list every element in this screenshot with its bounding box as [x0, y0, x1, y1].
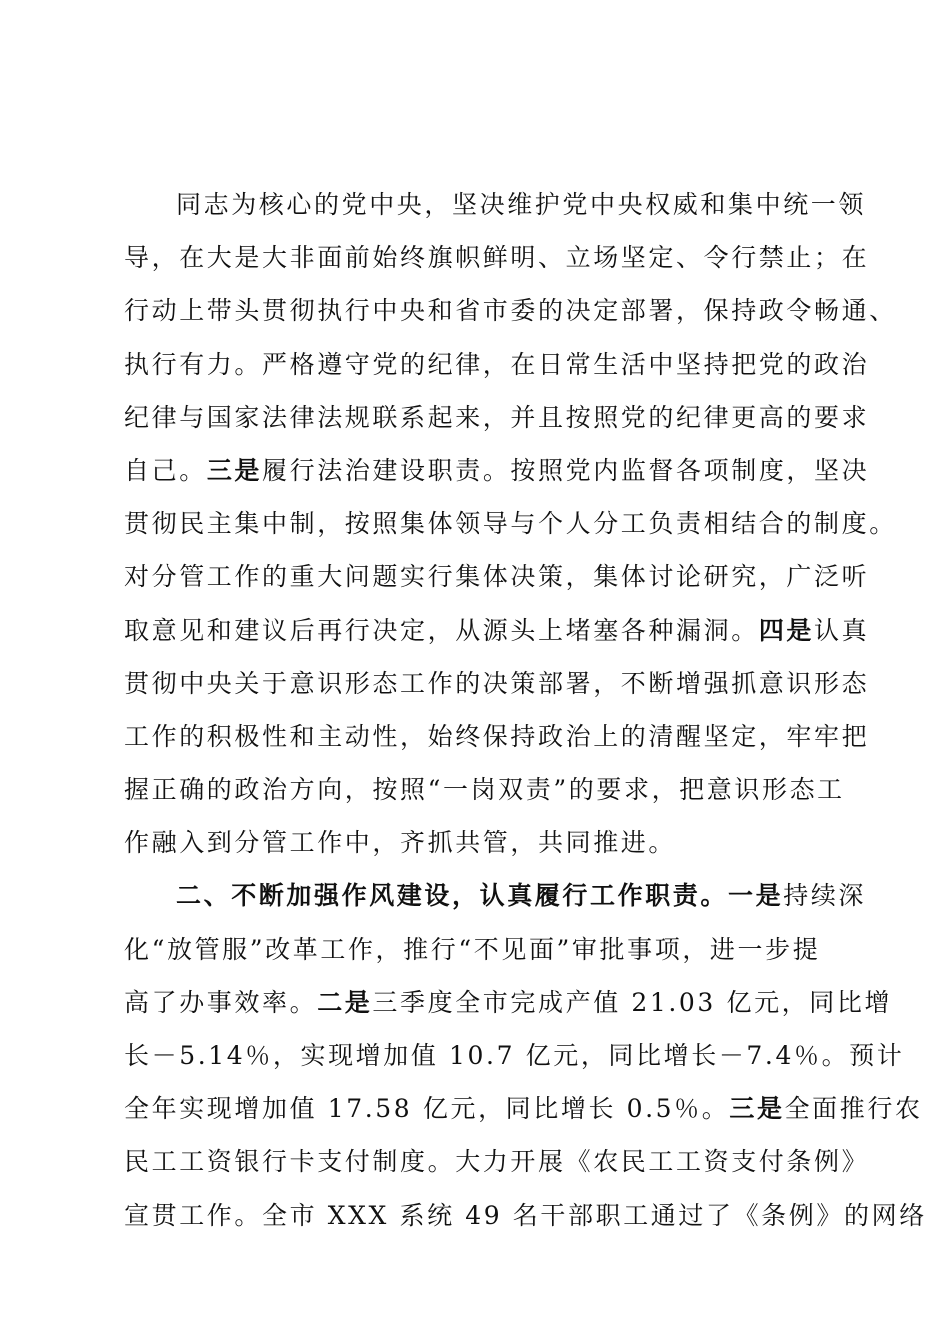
- text-segment: 化“放管服”改革工作，推行“不见面”审批事项，进一步提: [124, 934, 821, 964]
- text-line: [124, 1082, 923, 1135]
- text-segment: 工作的积极性和主动性，始终保持政治上的清醒坚定，牢牢把: [124, 721, 870, 751]
- text-segment: 履行法治建设职责。按照党内监督各项制度，坚决: [262, 455, 870, 485]
- text-segment: 民工工资银行卡支付制度。大力开展《农民工工资支付条例》: [124, 1147, 870, 1177]
- text-line: [124, 391, 870, 444]
- text-line: [124, 1189, 927, 1242]
- bold-text-segment: 二是: [317, 987, 373, 1017]
- paragraph: [124, 869, 927, 1241]
- text-line: [124, 178, 867, 231]
- text-segment: 宣贯工作。全市 XXX 系统 49 名干部职工通过了《条例》的网络: [124, 1200, 927, 1230]
- text-line: [124, 657, 870, 710]
- text-segment: 取意见和建议后再行决定，从源头上堵塞各种漏洞。: [124, 615, 759, 645]
- text-line: [124, 604, 870, 657]
- text-segment: 对分管工作的重大问题实行集体决策，集体讨论研究，广泛听: [124, 562, 870, 592]
- paragraph: [124, 178, 897, 869]
- document-body: [124, 178, 927, 1242]
- text-line: [124, 763, 845, 816]
- text-segment: 高了办事效率。: [124, 987, 318, 1017]
- text-segment: 全年实现增加值 17.58 亿元，同比增长 0.5％。: [124, 1094, 730, 1124]
- text-segment: 执行有力。严格遵守党的纪律，在日常生活中坚持把党的政治: [124, 349, 870, 379]
- text-segment: 导，在大是大非面前始终旗帜鲜明、立场坚定、令行禁止；在: [124, 243, 870, 273]
- text-line: [124, 710, 870, 763]
- bold-text-segment: 四是: [758, 615, 815, 645]
- text-line: [124, 923, 834, 976]
- text-line: [124, 1135, 870, 1188]
- text-line: [124, 444, 870, 497]
- text-line: [124, 869, 867, 922]
- text-segment: 贯彻中央关于意识形态工作的决策部署，不断增强抓意识形态: [124, 668, 870, 698]
- text-segment: 纪律与国家法律法规联系起来，并且按照党的纪律更高的要求: [124, 402, 870, 432]
- bold-text-segment: 二、不断加强作风建设，认真履行工作职责。: [176, 881, 729, 911]
- text-line: [124, 816, 834, 869]
- bold-text-segment: 一是: [728, 881, 784, 911]
- bold-text-segment: 三是: [729, 1094, 785, 1124]
- text-segment: 自己。: [124, 455, 207, 485]
- text-segment: 行动上带头贯彻执行中央和省市委的决定部署，保持政令畅通、: [124, 296, 897, 326]
- text-line: [124, 284, 897, 337]
- text-line: [124, 1029, 905, 1082]
- text-segment: 三季度全市完成产值 21.03 亿元，同比增: [372, 987, 893, 1017]
- text-segment: 长－5.14％，实现增加值 10.7 亿元，同比增长－7.4％。预计: [124, 1041, 905, 1070]
- text-segment: 认真: [814, 615, 870, 645]
- bold-text-segment: 三是: [206, 455, 263, 485]
- text-segment: 握正确的政治方向，按照“一岗双责”的要求，把意识形态工: [124, 775, 845, 805]
- text-segment: 全面推行农: [784, 1094, 923, 1124]
- text-segment: 同志为核心的党中央，坚决维护党中央权威和集中统一领: [176, 190, 867, 219]
- text-line: [124, 231, 870, 284]
- text-line: [124, 976, 893, 1029]
- text-line: [124, 338, 870, 391]
- text-segment: 贯彻民主集中制，按照集体领导与个人分工负责相结合的制度。: [124, 509, 897, 539]
- text-segment: 作融入到分管工作中，齐抓共管，共同推进。: [124, 828, 677, 858]
- text-segment: 持续深: [783, 881, 867, 911]
- text-line: [124, 497, 897, 550]
- text-line: [124, 550, 870, 603]
